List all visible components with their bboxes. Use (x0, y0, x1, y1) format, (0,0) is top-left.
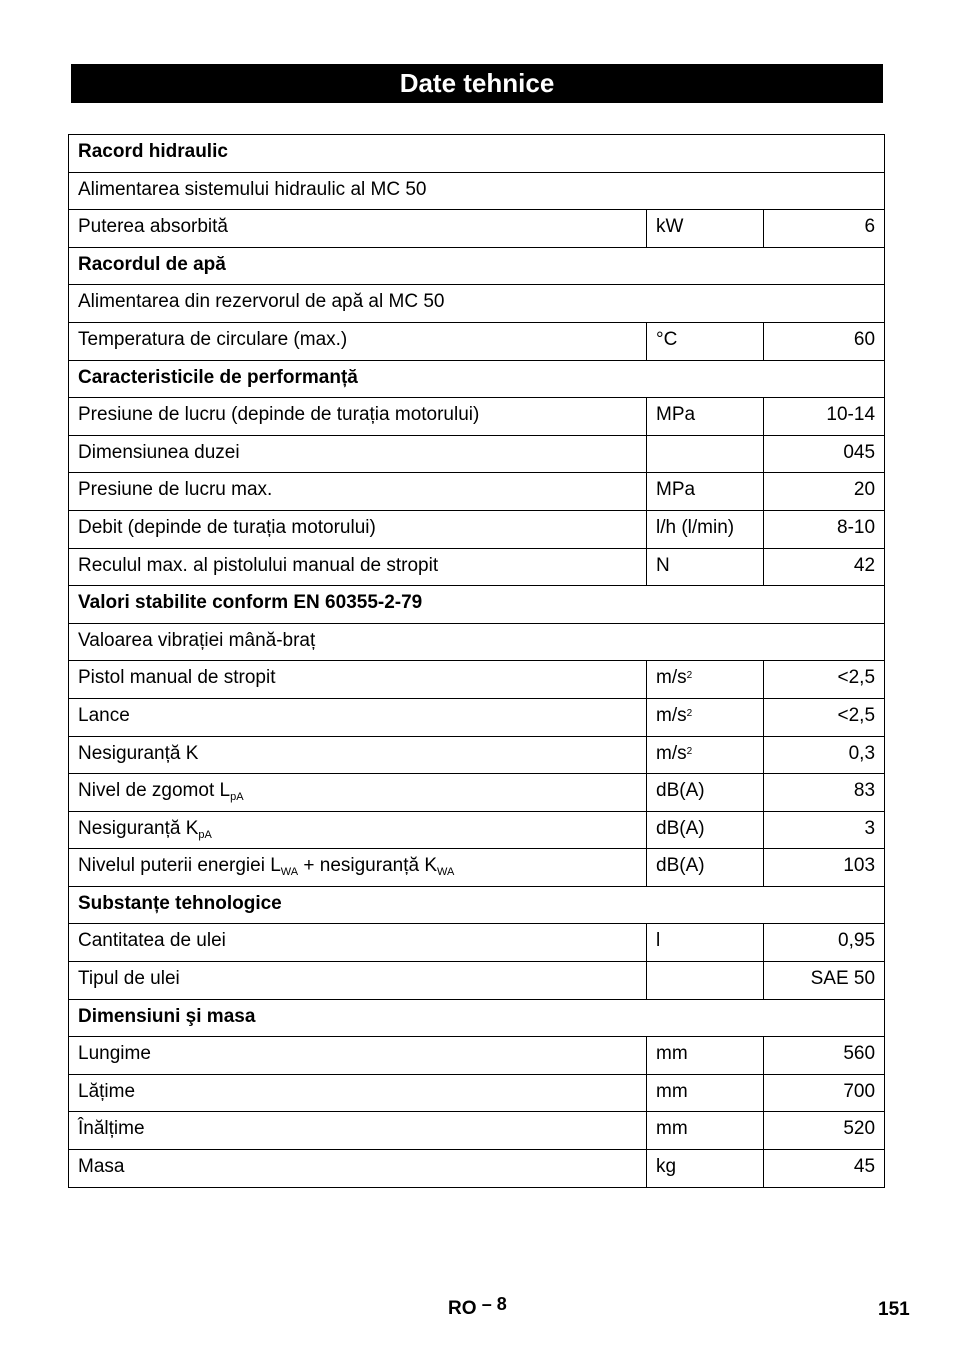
section-title: Racord hidraulic (69, 135, 885, 173)
unit-text: dB(A) (656, 780, 705, 802)
row-value: 45 (764, 1150, 885, 1188)
row-unit (647, 661, 764, 699)
row-value: 3 (764, 811, 885, 849)
row-label (69, 698, 647, 736)
row-label: Alimentarea din rezervorul de apă al MC 50 (69, 285, 885, 323)
row-unit (647, 398, 764, 436)
label-text: Cantitatea de ulei (78, 930, 226, 952)
unit-superscript: 2 (686, 707, 693, 719)
unit-text: dB(A) (656, 817, 705, 839)
row-label (69, 774, 647, 812)
row-unit (647, 1074, 764, 1112)
row-value: 42 (764, 548, 885, 586)
table-row (69, 548, 885, 586)
label-subscript: WA (437, 866, 455, 879)
row-unit (647, 473, 764, 511)
section-header-row (69, 135, 885, 173)
table-row (69, 210, 885, 248)
table-row (69, 398, 885, 436)
unit-text: l (656, 930, 661, 952)
unit-superscript: 2 (686, 745, 693, 757)
page-title: Date tehnice (71, 64, 883, 103)
table-row (69, 322, 885, 360)
label-text: Presiune de lucru max. (78, 479, 273, 501)
table-row (69, 623, 885, 661)
table-row (69, 285, 885, 323)
row-label (69, 1150, 647, 1188)
label-text: Puterea absorbită (78, 216, 228, 238)
table-row (69, 1074, 885, 1112)
row-label (69, 435, 647, 473)
table-row (69, 172, 885, 210)
section-header-row (69, 247, 885, 285)
label-text: Nivelul puterii energiei L (78, 855, 281, 877)
row-value: 045 (764, 435, 885, 473)
table-row (69, 1150, 885, 1188)
section-title: Caracteristicile de performanță (69, 360, 885, 398)
table-row (69, 435, 885, 473)
row-label (69, 924, 647, 962)
row-label (69, 210, 647, 248)
unit-text: dB(A) (656, 855, 705, 877)
table-row (69, 962, 885, 1000)
row-value: SAE 50 (764, 962, 885, 1000)
label-text: Lance (78, 704, 130, 726)
row-value: 20 (764, 473, 885, 511)
unit-text: mm (656, 1080, 688, 1102)
row-value: 560 (764, 1037, 885, 1075)
row-unit (647, 962, 764, 1000)
unit-text: m/s (656, 742, 687, 764)
label-text: Nesiguranță K (78, 817, 199, 839)
unit-text: MPa (656, 479, 696, 501)
row-unit (647, 1150, 764, 1188)
row-unit (647, 210, 764, 248)
footer-language-page (448, 1294, 507, 1320)
label-text: Masa (78, 1156, 125, 1178)
section-header-row (69, 999, 885, 1037)
row-label (69, 398, 647, 436)
table-row (69, 924, 885, 962)
section-title: Dimensiuni şi masa (69, 999, 885, 1037)
page-number: 151 (878, 1299, 910, 1320)
row-unit (647, 774, 764, 812)
unit-text: m/s (656, 704, 687, 726)
row-label (69, 548, 647, 586)
section-header-row (69, 360, 885, 398)
row-unit (647, 322, 764, 360)
unit-text: N (656, 554, 670, 576)
row-value: 83 (764, 774, 885, 812)
table-row (69, 510, 885, 548)
section-header-row (69, 586, 885, 624)
row-unit (647, 435, 764, 473)
row-label (69, 1037, 647, 1075)
row-label (69, 736, 647, 774)
technical-data-table (68, 134, 885, 1188)
unit-text: mm (656, 1118, 688, 1140)
row-label (69, 510, 647, 548)
unit-text: °C (656, 328, 678, 350)
label-subscript: pA (230, 791, 244, 804)
row-value: <2,5 (764, 661, 885, 699)
section-title: Valori stabilite conform EN 60355-2-79 (69, 586, 885, 624)
label-text: Nivel de zgomot L (78, 780, 231, 802)
row-unit (647, 736, 764, 774)
label-text: Pistol manual de stropit (78, 667, 276, 689)
table-row (69, 774, 885, 812)
label-text: Lungime (78, 1043, 151, 1065)
table-row (69, 736, 885, 774)
row-unit (647, 924, 764, 962)
row-value: 6 (764, 210, 885, 248)
row-label (69, 661, 647, 699)
label-text: Reculul max. al pistolului manual de stropit (78, 554, 439, 576)
unit-superscript: 2 (686, 670, 693, 682)
row-value: 520 (764, 1112, 885, 1150)
row-label (69, 473, 647, 511)
label-text: Temperatura de circulare (max.) (78, 328, 348, 350)
label-text: Înălțime (78, 1118, 145, 1140)
label-text-continued: + nesiguranță K (298, 855, 437, 877)
row-unit (647, 849, 764, 887)
footer-section-page: – 8 (481, 1294, 507, 1314)
table-row (69, 1112, 885, 1150)
row-label (69, 962, 647, 1000)
row-unit (647, 811, 764, 849)
row-label (69, 322, 647, 360)
row-value: 60 (764, 322, 885, 360)
table-row (69, 811, 885, 849)
row-unit (647, 698, 764, 736)
section-title: Substanțe tehnologice (69, 886, 885, 924)
row-label (69, 1112, 647, 1150)
row-unit (647, 548, 764, 586)
table-row (69, 698, 885, 736)
label-text: Tipul de ulei (78, 968, 180, 990)
row-value: 8-10 (764, 510, 885, 548)
row-label: Valoarea vibrației mână-braț (69, 623, 885, 661)
row-unit (647, 1112, 764, 1150)
section-header-row (69, 886, 885, 924)
label-text: Lățime (78, 1080, 136, 1102)
unit-text: m/s (656, 667, 687, 689)
label-text: Presiune de lucru (depinde de turația motorului) (78, 404, 480, 426)
label-subscript: WA (280, 866, 299, 879)
row-unit (647, 1037, 764, 1075)
row-value: 10-14 (764, 398, 885, 436)
table-row (69, 661, 885, 699)
row-value: 700 (764, 1074, 885, 1112)
table-row (69, 849, 885, 887)
row-label: Alimentarea sistemului hidraulic al MC 50 (69, 172, 885, 210)
row-value: 0,3 (764, 736, 885, 774)
label-text: Dimensiunea duzei (78, 441, 240, 463)
row-value: 103 (764, 849, 885, 887)
section-title: Racordul de apă (69, 247, 885, 285)
technical-data-body (69, 135, 885, 1188)
row-label (69, 1074, 647, 1112)
unit-text: kg (656, 1156, 677, 1178)
label-text: Nesiguranță K (78, 742, 199, 764)
row-label (69, 811, 647, 849)
unit-text: MPa (656, 404, 696, 426)
row-value: 0,95 (764, 924, 885, 962)
label-text: Debit (depinde de turația motorului) (78, 516, 376, 538)
table-row (69, 473, 885, 511)
table-row (69, 1037, 885, 1075)
row-label (69, 849, 647, 887)
label-subscript: pA (198, 828, 212, 841)
unit-text: l/h (l/min) (656, 516, 735, 538)
row-value: <2,5 (764, 698, 885, 736)
row-unit (647, 510, 764, 548)
unit-text: kW (656, 216, 684, 238)
unit-text: mm (656, 1043, 688, 1065)
footer-language: RO (448, 1298, 477, 1319)
